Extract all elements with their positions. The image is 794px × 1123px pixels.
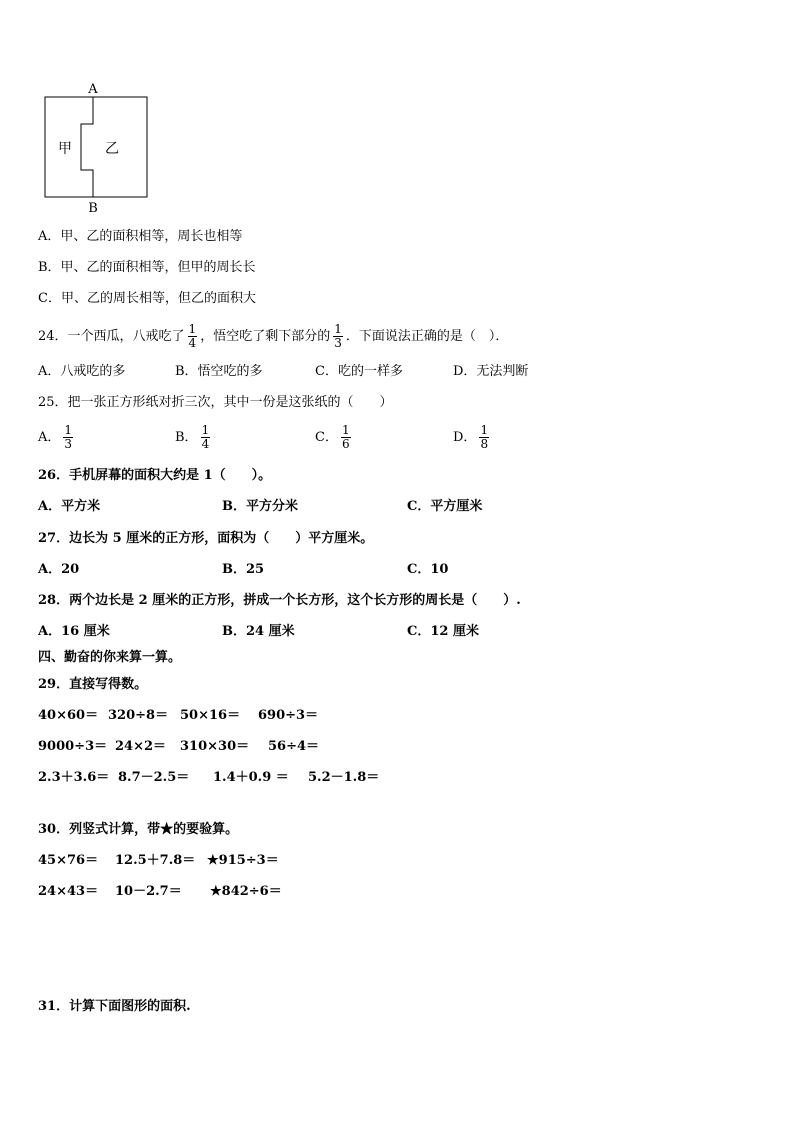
q27-stem: 27．边长为 5 厘米的正方形，面积为（ ）平方厘米。 <box>38 531 374 546</box>
q25-d-numerator: 1 <box>480 423 489 437</box>
q24-text-3: ．下面说法正确的是（ ）． <box>345 329 509 344</box>
q30-item: 12.5＋7.8＝ <box>115 853 196 868</box>
figure-dividing-line <box>81 97 93 197</box>
q25-b-denominator: 4 <box>201 437 210 451</box>
q29-item: 5.2－1.8＝ <box>308 770 380 785</box>
q24-option-a: A．八戒吃的多 <box>38 364 126 379</box>
q28-option-b: B．24 厘米 <box>222 624 295 639</box>
q25-a-numerator: 1 <box>64 423 73 437</box>
q24-text-2: ，悟空吃了剩下部分的 <box>200 329 331 344</box>
q25-c-numerator: 1 <box>341 423 350 437</box>
q26-option-c: C．平方厘米 <box>407 499 483 514</box>
q25-a-denominator: 3 <box>64 437 73 451</box>
q24-option-d: D．无法判断 <box>453 364 529 379</box>
q25-stem: 25．把一张正方形纸对折三次，其中一份是这张纸的（ ） <box>38 395 393 410</box>
q29-item: 8.7－2.5＝ <box>118 770 190 785</box>
q29-row-2 <box>38 739 319 755</box>
q24-fraction-2 <box>333 323 343 350</box>
q23-option-a: A．甲、乙的面积相等，周长也相等 <box>38 229 243 244</box>
q29-item: 2.3＋3.6＝ <box>38 770 110 785</box>
q29-item: 56÷4＝ <box>268 739 320 754</box>
q30-item: 24×43＝ <box>38 884 99 899</box>
label-jia: 甲 <box>58 141 72 157</box>
label-a: A <box>88 82 98 97</box>
q30-item: ★842÷6＝ <box>210 884 282 899</box>
q25-option-d <box>453 424 492 451</box>
q25-c-denominator: 6 <box>341 437 350 451</box>
q28-option-c: C．12 厘米 <box>407 624 479 639</box>
q24-fraction-1 <box>188 323 198 350</box>
label-b: B <box>88 201 98 215</box>
q31-stem: 31．计算下面图形的面积. <box>38 999 191 1014</box>
q24-frac2-numerator: 1 <box>334 322 342 336</box>
q24-frac1-denominator: 4 <box>188 336 197 350</box>
q23-option-b: B．甲、乙的面积相等，但甲的周长长 <box>38 260 256 275</box>
q29-row-3 <box>38 770 379 786</box>
q29-item: 320÷8＝ <box>108 708 169 723</box>
q25-b-letter: B． <box>175 430 198 445</box>
section-title: 四、勤奋的你来算一算。 <box>38 650 182 665</box>
q25-b-numerator: 1 <box>201 423 210 437</box>
q29-item: 50×16＝ <box>180 708 241 723</box>
q29-stem: 29．直接写得数。 <box>38 677 148 692</box>
q28-stem: 28．两个边长是 2 厘米的正方形，拼成一个长方形，这个长方形的周长是（ ）. <box>38 593 521 608</box>
q26-stem: 26．手机屏幕的面积大约是 1（ ）。 <box>38 468 272 483</box>
q30-stem: 30．列竖式计算，带★的要验算。 <box>38 822 239 837</box>
q24-frac1-numerator: 1 <box>188 322 197 336</box>
q29-item: 1.4＋0.9 ＝ <box>213 770 289 785</box>
q24-frac2-denominator: 3 <box>334 336 342 350</box>
q23-option-c: C．甲、乙的周长相等，但乙的面积大 <box>38 291 256 306</box>
q26-option-b: B．平方分米 <box>222 499 298 514</box>
q29-item: 40×60＝ <box>38 708 99 723</box>
q26-option-a: A．平方米 <box>38 499 101 514</box>
q30-row-1 <box>38 853 279 869</box>
q24-option-c: C．吃的一样多 <box>315 364 403 379</box>
q29-item: 690÷3＝ <box>258 708 319 723</box>
q29-item: 310×30＝ <box>180 739 250 754</box>
q29-item: 9000÷3＝ <box>38 739 108 754</box>
q30-row-2 <box>38 884 282 900</box>
q27-option-b: B．25 <box>222 562 265 577</box>
q29-row-1 <box>38 708 318 724</box>
q30-item: ★915÷3＝ <box>207 853 279 868</box>
q27-option-a: A．20 <box>38 562 80 577</box>
q27-option-c: C．10 <box>407 562 449 577</box>
q24-option-b: B．悟空吃的多 <box>175 364 263 379</box>
area-figure <box>35 80 195 215</box>
q24-stem <box>38 320 508 354</box>
label-yi: 乙 <box>105 141 119 157</box>
q25-a-letter: A． <box>38 430 61 445</box>
q30-item: 45×76＝ <box>38 853 99 868</box>
q25-d-letter: D． <box>453 430 477 445</box>
q30-item: 10－2.7＝ <box>115 884 182 899</box>
q29-item: 24×2＝ <box>115 739 167 754</box>
q25-option-a <box>38 424 76 451</box>
q25-option-b <box>175 424 213 451</box>
q28-option-a: A．16 厘米 <box>38 624 110 639</box>
q25-d-denominator: 8 <box>480 437 489 451</box>
q25-option-c <box>315 424 354 451</box>
q24-text-1: 24．一个西瓜，八戒吃了 <box>38 329 185 344</box>
q25-c-letter: C． <box>315 430 338 445</box>
